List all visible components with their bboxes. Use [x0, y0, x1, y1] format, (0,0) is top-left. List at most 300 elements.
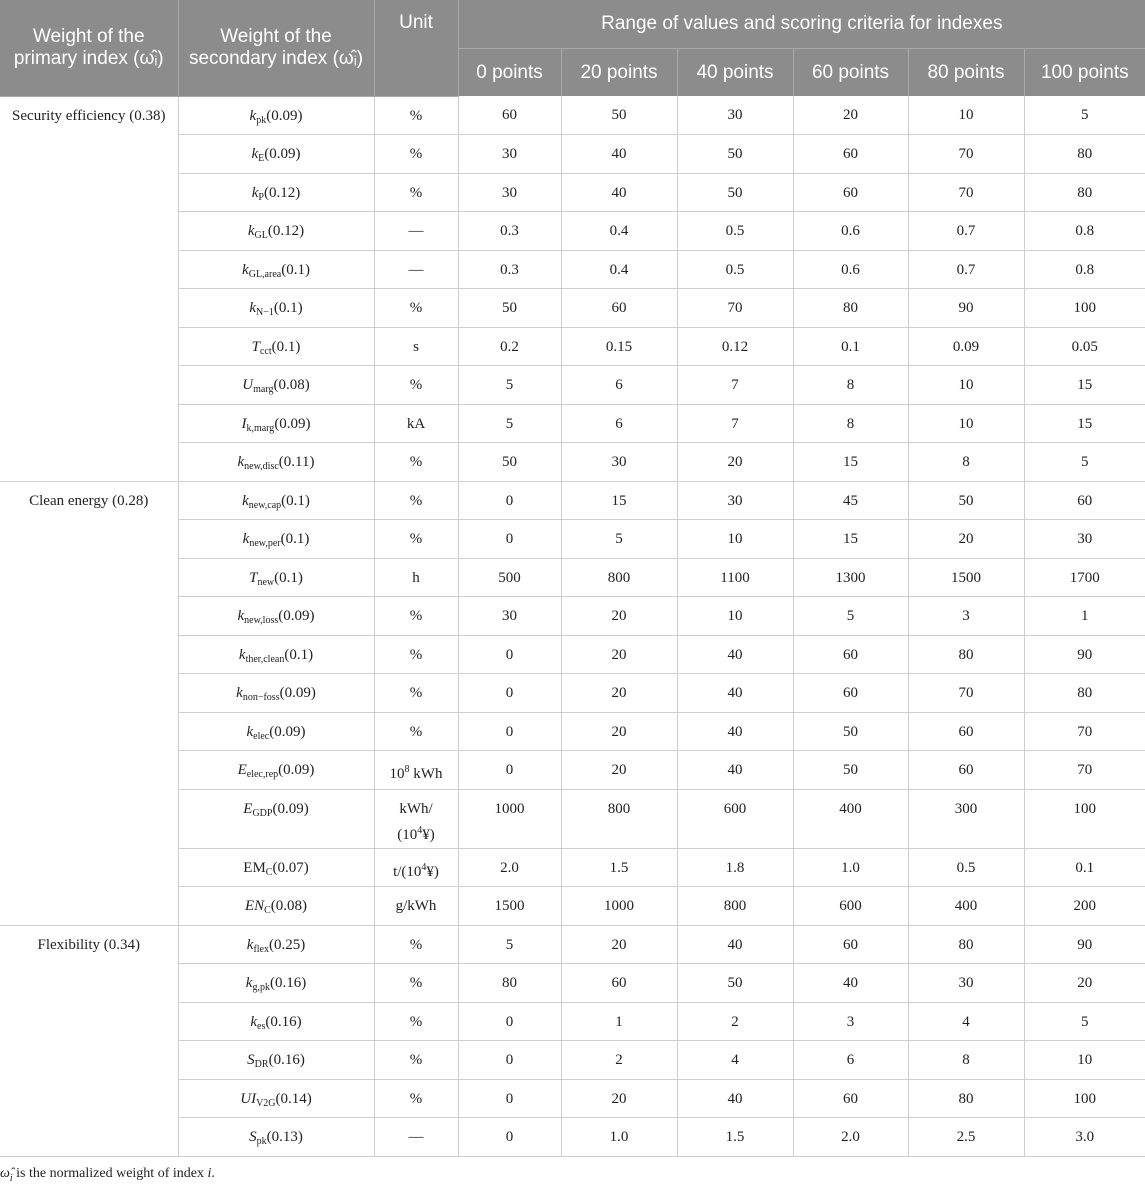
- score-value-cell: 4: [908, 1002, 1024, 1041]
- score-value-cell: 20: [561, 1079, 677, 1118]
- score-value-cell: 100: [1024, 1079, 1145, 1118]
- unit-cell: [374, 674, 458, 713]
- unit-part: %: [409, 377, 423, 393]
- index-symbol: k: [236, 685, 243, 701]
- score-value-cell: 0: [458, 712, 561, 751]
- index-weight: (0.16): [269, 975, 307, 991]
- score-value-cell: 90: [1024, 635, 1145, 674]
- score-value-cell: 60: [561, 964, 677, 1003]
- index-weight: (0.09): [278, 608, 315, 624]
- index-weight: (0.14): [275, 1090, 312, 1107]
- score-value-cell: 80: [908, 635, 1024, 674]
- index-weight: (0.1): [281, 492, 310, 509]
- index-symbol: k: [242, 261, 249, 278]
- unit-cell: [374, 520, 458, 559]
- score-value-cell: 2: [561, 1041, 677, 1080]
- secondary-index-cell: [178, 1041, 374, 1080]
- score-value-cell: 7: [677, 366, 793, 405]
- score-value-cell: 40: [677, 751, 793, 790]
- score-value-cell: 100: [1024, 789, 1145, 848]
- score-value-cell: 6: [793, 1041, 908, 1080]
- footnote-symbol: ω̂: [0, 1166, 10, 1181]
- score-value-cell: 5: [458, 404, 561, 443]
- unit-part: %: [409, 723, 423, 740]
- score-value-cell: 60: [1024, 481, 1145, 520]
- score-value-cell: 0.1: [1024, 848, 1145, 887]
- unit-cell: [374, 789, 458, 848]
- secondary-index-cell: [178, 925, 374, 964]
- unit-part: —: [408, 223, 424, 239]
- score-value-cell: 100: [1024, 289, 1145, 328]
- score-value-cell: 5: [1024, 1002, 1145, 1041]
- index-subscript: pk: [256, 114, 267, 126]
- index-subscript: P: [258, 191, 264, 203]
- score-value-cell: 5: [561, 520, 677, 559]
- score-value-cell: 30: [458, 135, 561, 174]
- unit-cell: [374, 925, 458, 964]
- score-value-cell: 60: [793, 173, 908, 212]
- score-value-cell: 0.2: [458, 327, 561, 366]
- score-value-cell: 500: [458, 558, 561, 597]
- index-subscript: new,disc: [244, 461, 279, 472]
- score-value-cell: 40: [561, 173, 677, 212]
- index-symbol: k: [242, 531, 250, 547]
- index-weight: (0.09): [278, 762, 315, 778]
- score-value-cell: 0.3: [458, 250, 561, 289]
- score-value-cell: 800: [677, 887, 793, 926]
- secondary-index-cell: [178, 481, 374, 520]
- unit-cell: [374, 327, 458, 366]
- score-value-cell: 0.09: [908, 327, 1024, 366]
- score-value-cell: 0: [458, 635, 561, 674]
- score-value-cell: 0.5: [677, 212, 793, 251]
- index-weight: (0.1): [284, 646, 314, 663]
- score-value-cell: 0.3: [458, 212, 561, 251]
- secondary-index-cell: [178, 443, 374, 482]
- score-value-cell: 70: [677, 289, 793, 328]
- index-weight: (0.12): [263, 184, 301, 201]
- score-value-cell: 60: [908, 712, 1024, 751]
- score-value-cell: 1300: [793, 558, 908, 597]
- score-value-cell: 15: [793, 443, 908, 482]
- unit-cell: [374, 887, 458, 926]
- score-value-cell: 70: [1024, 712, 1145, 751]
- index-subscript: C: [264, 905, 271, 916]
- score-value-cell: 80: [908, 925, 1024, 964]
- score-value-cell: 1.0: [561, 1118, 677, 1157]
- score-value-cell: 2.0: [793, 1118, 908, 1157]
- index-weight: (0.08): [270, 898, 308, 914]
- score-value-cell: 200: [1024, 887, 1145, 926]
- index-weight: (0.11): [278, 454, 315, 470]
- index-symbol: S: [249, 1129, 257, 1145]
- score-value-cell: 60: [793, 1079, 908, 1118]
- unit-cell: [374, 1118, 458, 1157]
- score-value-cell: 10: [908, 404, 1024, 443]
- index-symbol: k: [250, 1013, 258, 1030]
- index-weight: (0.09): [269, 723, 306, 740]
- score-value-cell: 8: [908, 443, 1024, 482]
- index-weight: (0.16): [268, 1052, 305, 1068]
- index-subscript: GL,area: [248, 268, 282, 280]
- score-value-cell: 1500: [908, 558, 1024, 597]
- score-value-cell: 70: [908, 173, 1024, 212]
- score-value-cell: 30: [908, 964, 1024, 1003]
- secondary-index-cell: [178, 789, 374, 848]
- header-points-100: 100 points: [1024, 49, 1145, 97]
- index-weight: (0.12): [267, 223, 305, 239]
- index-symbol: k: [245, 975, 253, 991]
- secondary-index-cell: [178, 558, 374, 597]
- score-value-cell: 600: [793, 887, 908, 926]
- score-value-cell: 1.0: [793, 848, 908, 887]
- score-value-cell: 20: [908, 520, 1024, 559]
- unit-part: %: [409, 454, 423, 470]
- secondary-index-cell: [178, 135, 374, 174]
- score-value-cell: 0.7: [908, 250, 1024, 289]
- score-value-cell: 0.8: [1024, 212, 1145, 251]
- score-value-cell: 0: [458, 1041, 561, 1080]
- score-value-cell: 0.4: [561, 212, 677, 251]
- score-value-cell: 8: [908, 1041, 1024, 1080]
- index-subscript: k,marg: [246, 422, 275, 434]
- score-value-cell: 80: [793, 289, 908, 328]
- score-value-cell: 80: [908, 1079, 1024, 1118]
- unit-part: ¥): [426, 863, 439, 880]
- score-value-cell: 60: [793, 135, 908, 174]
- score-value-cell: 1000: [458, 789, 561, 848]
- score-value-cell: 30: [561, 443, 677, 482]
- score-value-cell: 0.1: [793, 327, 908, 366]
- score-value-cell: 0.15: [561, 327, 677, 366]
- unit-part: 4: [417, 824, 423, 836]
- index-weight: (0.1): [273, 300, 303, 316]
- unit-cell: [374, 212, 458, 251]
- index-subscript: E: [258, 153, 265, 164]
- secondary-index-cell: [178, 404, 374, 443]
- score-value-cell: 0: [458, 674, 561, 713]
- unit-part: %: [409, 146, 423, 162]
- unit-part: %: [409, 646, 423, 663]
- index-weight: (0.1): [274, 569, 303, 586]
- score-value-cell: 80: [1024, 135, 1145, 174]
- header-range: Range of values and scoring criteria for indexes: [458, 0, 1145, 49]
- index-symbol: k: [237, 608, 245, 624]
- index-symbol: S: [247, 1052, 255, 1068]
- index-subscript: flex: [253, 943, 269, 955]
- score-value-cell: 800: [561, 558, 677, 597]
- unit-part: 8: [404, 764, 410, 775]
- secondary-index-cell: [178, 1118, 374, 1157]
- score-value-cell: 5: [458, 925, 561, 964]
- index-subscript: pk: [256, 1136, 267, 1147]
- secondary-index-cell: [178, 1002, 374, 1041]
- index-weight: (0.13): [266, 1129, 303, 1145]
- primary-index-cell: Flexibility (0.34): [0, 925, 178, 1156]
- score-value-cell: 0.05: [1024, 327, 1145, 366]
- unit-cell: [374, 443, 458, 482]
- index-weight: (0.25): [268, 936, 306, 953]
- secondary-index-cell: [178, 520, 374, 559]
- score-value-cell: 3.0: [1024, 1118, 1145, 1157]
- index-weight: (0.1): [271, 338, 301, 355]
- index-symbol: k: [247, 223, 255, 239]
- unit-part: 4: [421, 861, 427, 873]
- secondary-index-cell: [178, 674, 374, 713]
- index-subscript: es: [257, 1020, 266, 1032]
- score-value-cell: 5: [793, 597, 908, 636]
- score-value-cell: 3: [793, 1002, 908, 1041]
- score-value-cell: 15: [561, 481, 677, 520]
- index-symbol: k: [249, 107, 257, 124]
- score-value-cell: 2: [677, 1002, 793, 1041]
- secondary-index-cell: [178, 212, 374, 251]
- unit-cell: [374, 96, 458, 135]
- unit-cell: [374, 964, 458, 1003]
- index-symbol: E: [237, 762, 247, 778]
- secondary-index-cell: [178, 173, 374, 212]
- header-secondary-weight: Weight of the secondary index (ω̂ᵢ): [178, 0, 374, 96]
- secondary-index-cell: [178, 751, 374, 790]
- index-subscript: new: [257, 576, 275, 588]
- index-weight: (0.08): [273, 377, 310, 393]
- header-points-0: 0 points: [458, 49, 561, 97]
- score-value-cell: 90: [1024, 925, 1145, 964]
- index-weight: (0.07): [272, 859, 309, 876]
- unit-cell: [374, 1041, 458, 1080]
- index-subscript: C: [265, 866, 273, 878]
- index-weight: (0.09): [279, 685, 316, 701]
- secondary-index-cell: [178, 327, 374, 366]
- score-value-cell: 0.12: [677, 327, 793, 366]
- score-value-cell: 40: [677, 635, 793, 674]
- score-value-cell: 45: [793, 481, 908, 520]
- unit-cell: [374, 1079, 458, 1118]
- index-weight: (0.09): [274, 415, 311, 432]
- index-symbol: EN: [244, 898, 265, 914]
- score-value-cell: 40: [677, 925, 793, 964]
- score-value-cell: 70: [908, 135, 1024, 174]
- score-value-cell: 0: [458, 1118, 561, 1157]
- unit-part: s: [413, 338, 419, 355]
- header-points-80: 80 points: [908, 49, 1024, 97]
- unit-cell: [374, 635, 458, 674]
- index-symbol: k: [251, 146, 259, 162]
- score-value-cell: 80: [1024, 173, 1145, 212]
- score-value-cell: 600: [677, 789, 793, 848]
- score-value-cell: 1500: [458, 887, 561, 926]
- index-weight: (0.09): [266, 107, 303, 124]
- score-value-cell: 80: [1024, 674, 1145, 713]
- score-value-cell: 5: [458, 366, 561, 405]
- score-value-cell: 30: [1024, 520, 1145, 559]
- score-value-cell: 20: [793, 96, 908, 135]
- index-weight: (0.1): [280, 531, 310, 547]
- score-value-cell: 300: [908, 789, 1024, 848]
- score-value-cell: 30: [677, 96, 793, 135]
- table-body: [0, 96, 1145, 1156]
- score-value-cell: 2.5: [908, 1118, 1024, 1157]
- table-row: [0, 481, 1145, 520]
- secondary-index-cell: [178, 712, 374, 751]
- unit-part: h: [412, 569, 420, 586]
- score-value-cell: 60: [561, 289, 677, 328]
- footnote-subscript: i: [9, 1172, 13, 1184]
- index-subscript: elec,rep: [246, 769, 279, 780]
- index-subscript: g,pk: [252, 982, 270, 993]
- score-value-cell: 0.6: [793, 212, 908, 251]
- index-weight: (0.16): [265, 1013, 302, 1030]
- score-value-cell: 10: [677, 597, 793, 636]
- score-value-cell: 50: [677, 173, 793, 212]
- score-value-cell: 0.6: [793, 250, 908, 289]
- index-weight: (0.09): [272, 800, 309, 817]
- index-symbol: k: [246, 723, 254, 740]
- score-value-cell: 6: [561, 404, 677, 443]
- unit-part: %: [409, 936, 423, 953]
- footnote-end: .: [211, 1166, 215, 1181]
- score-value-cell: 30: [458, 173, 561, 212]
- primary-index-cell: Security efficiency (0.38): [0, 96, 178, 481]
- secondary-index-cell: [178, 289, 374, 328]
- score-value-cell: 0.5: [908, 848, 1024, 887]
- header-unit: Unit: [374, 0, 458, 96]
- secondary-index-cell: [178, 848, 374, 887]
- unit-part: %: [409, 975, 423, 991]
- score-value-cell: 0: [458, 520, 561, 559]
- index-symbol: U: [242, 377, 254, 393]
- score-value-cell: 50: [561, 96, 677, 135]
- unit-part: %: [409, 300, 423, 316]
- score-value-cell: 1000: [561, 887, 677, 926]
- score-value-cell: 70: [908, 674, 1024, 713]
- unit-part: %: [409, 492, 423, 509]
- score-value-cell: 1100: [677, 558, 793, 597]
- index-symbol: E: [243, 800, 253, 817]
- header-points-40: 40 points: [677, 49, 793, 97]
- index-subscript: GL: [254, 230, 268, 241]
- score-value-cell: 0: [458, 1002, 561, 1041]
- unit-cell: [374, 558, 458, 597]
- score-value-cell: 60: [793, 635, 908, 674]
- score-value-cell: 1: [561, 1002, 677, 1041]
- score-value-cell: 1700: [1024, 558, 1145, 597]
- index-subscript: cct: [259, 345, 272, 357]
- score-value-cell: 10: [677, 520, 793, 559]
- score-value-cell: 0.7: [908, 212, 1024, 251]
- unit-part: %: [409, 608, 423, 624]
- index-symbol: k: [242, 492, 249, 509]
- unit-cell: [374, 1002, 458, 1041]
- secondary-index-cell: [178, 964, 374, 1003]
- index-subscript: DR: [254, 1059, 269, 1070]
- unit-cell: [374, 289, 458, 328]
- score-value-cell: 40: [677, 674, 793, 713]
- score-value-cell: 20: [561, 635, 677, 674]
- unit-part: %: [409, 685, 423, 701]
- footnote: [0, 1166, 215, 1184]
- unit-part: (10: [397, 826, 418, 843]
- secondary-index-cell: [178, 366, 374, 405]
- score-value-cell: 20: [561, 597, 677, 636]
- secondary-index-cell: [178, 96, 374, 135]
- unit-part: %: [409, 1013, 423, 1030]
- unit-part: ¥): [422, 826, 435, 843]
- score-value-cell: 20: [561, 925, 677, 964]
- unit-cell: [374, 597, 458, 636]
- index-symbol: T: [251, 338, 260, 355]
- unit-part: —: [408, 1129, 424, 1145]
- score-value-cell: 60: [793, 925, 908, 964]
- score-value-cell: 50: [793, 751, 908, 790]
- score-value-cell: 20: [1024, 964, 1145, 1003]
- index-symbol: T: [249, 569, 258, 586]
- unit-part: —: [408, 261, 424, 278]
- score-value-cell: 0: [458, 751, 561, 790]
- score-value-cell: 1: [1024, 597, 1145, 636]
- score-value-cell: 8: [793, 366, 908, 405]
- index-subscript: ther,clean: [245, 653, 285, 665]
- index-symbol: I: [241, 415, 247, 432]
- table-row: [0, 96, 1145, 135]
- unit-part: kWh: [409, 766, 443, 782]
- score-value-cell: 90: [908, 289, 1024, 328]
- secondary-index-cell: [178, 597, 374, 636]
- score-value-cell: 400: [793, 789, 908, 848]
- unit-part: %: [409, 1052, 423, 1068]
- unit-part: kA: [406, 415, 426, 432]
- unit-part: %: [409, 1090, 423, 1107]
- score-value-cell: 30: [677, 481, 793, 520]
- index-subscript: new,loss: [244, 615, 279, 626]
- score-value-cell: 40: [793, 964, 908, 1003]
- score-value-cell: 0.4: [561, 250, 677, 289]
- score-value-cell: 0: [458, 481, 561, 520]
- score-value-cell: 20: [677, 443, 793, 482]
- score-value-cell: 50: [458, 443, 561, 482]
- score-value-cell: 2.0: [458, 848, 561, 887]
- unit-part: %: [409, 184, 423, 201]
- unit-cell: [374, 173, 458, 212]
- header-primary-weight: Weight of the primary index (ω̂ᵢ): [0, 0, 178, 96]
- score-value-cell: 4: [677, 1041, 793, 1080]
- unit-cell: [374, 404, 458, 443]
- index-subscript: non−foss: [242, 692, 280, 703]
- score-value-cell: 10: [1024, 1041, 1145, 1080]
- score-value-cell: 15: [1024, 366, 1145, 405]
- score-value-cell: 60: [793, 674, 908, 713]
- score-value-cell: 60: [458, 96, 561, 135]
- score-value-cell: 20: [561, 712, 677, 751]
- footnote-text: is the normalized weight of index: [12, 1166, 208, 1181]
- unit-part: 10: [389, 766, 405, 782]
- index-symbol: UI: [240, 1090, 257, 1107]
- primary-index-cell: Clean energy (0.28): [0, 481, 178, 925]
- score-value-cell: 1.8: [677, 848, 793, 887]
- unit-cell: [374, 366, 458, 405]
- score-value-cell: 5: [1024, 443, 1145, 482]
- score-value-cell: 0.8: [1024, 250, 1145, 289]
- unit-cell: [374, 250, 458, 289]
- score-value-cell: 0: [458, 1079, 561, 1118]
- unit-part: %: [409, 107, 423, 124]
- score-value-cell: 1.5: [677, 1118, 793, 1157]
- index-subscript: new,cap: [248, 499, 282, 511]
- unit-part: g/kWh: [395, 898, 437, 914]
- unit-cell: [374, 751, 458, 790]
- score-value-cell: 40: [677, 712, 793, 751]
- score-value-cell: 15: [793, 520, 908, 559]
